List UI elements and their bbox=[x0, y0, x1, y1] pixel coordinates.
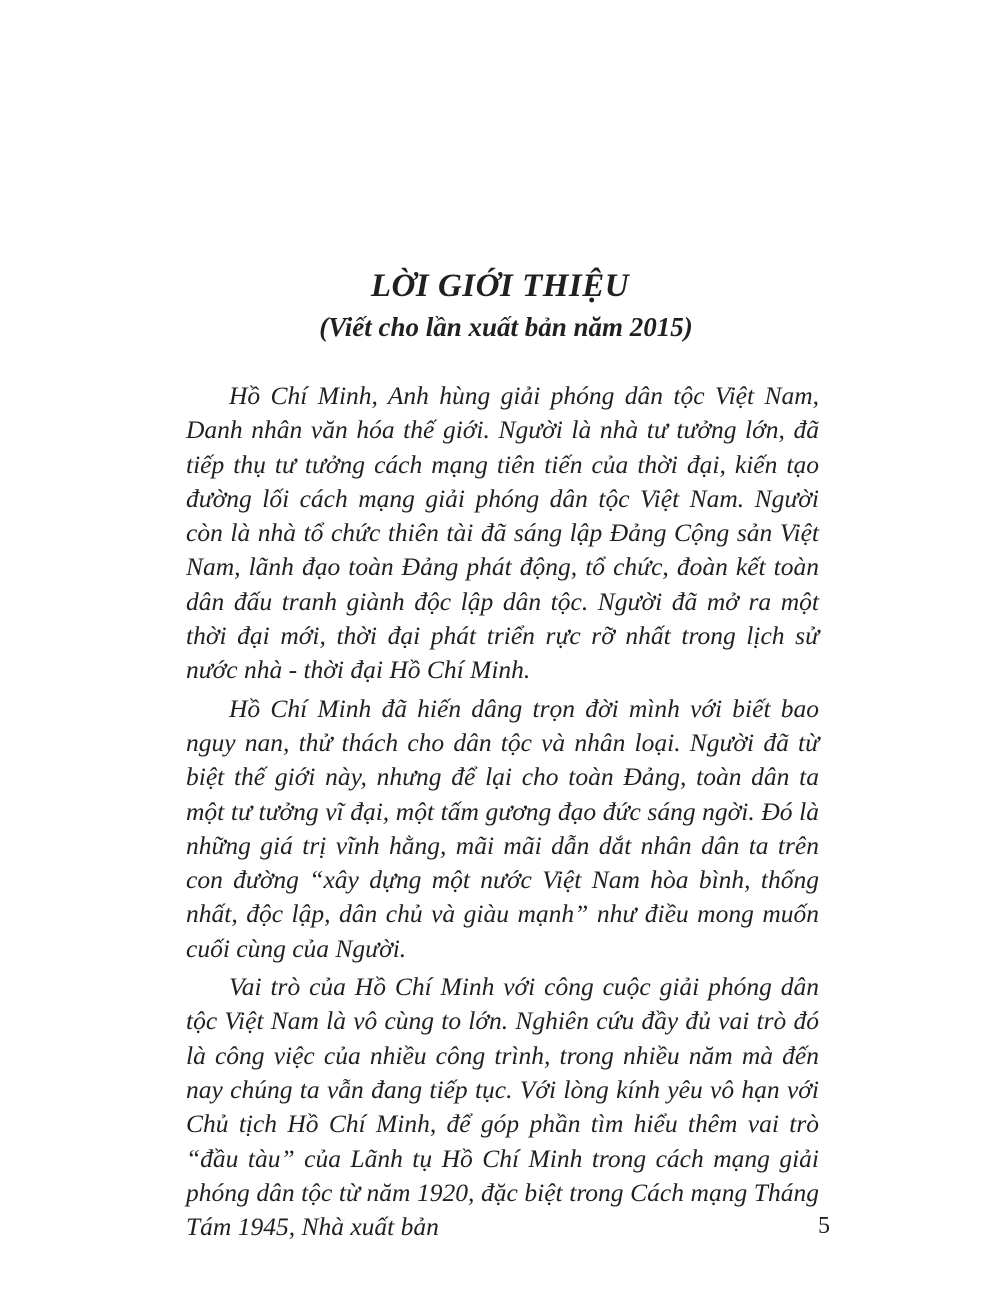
paragraph-3: Vai trò của Hồ Chí Minh với công cuộc giải phóng dân tộc Việt Nam là vô cùng to lớn. Nghiên cứu đầy đủ vai trò đó là công việc của nhiều công trình, trong nhiều năm mà đến nay chúng ta vẫn đang tiếp tục. Với lòng kính yêu vô hạn với Chủ tịch Hồ Chí Minh, để góp phần tìm hiểu thêm vai trò “đầu tàu” của Lãnh tụ Hồ Chí Minh trong cách mạng giải phóng dân tộc từ năm 1920, đặc biệt trong Cách mạng Tháng Tám 1945, Nhà xuất bản bbox=[186, 972, 819, 1242]
page-subtitle: (Viết cho lần xuất bản năm 2015) bbox=[319, 312, 693, 342]
page-number: 5 bbox=[818, 1213, 830, 1239]
page-title: LỜI GIỚI THIỆU bbox=[370, 268, 630, 304]
paragraph-2: Hồ Chí Minh đã hiến dâng trọn đời mình với biết bao nguy nan, thử thách cho dân tộc và nhân loại. Người đã từ biệt thế giới này, nhưng để lại cho toàn Đảng, toàn dân ta một tư tưởng vĩ đại, một tấm gương đạo đức sáng ngời. Đó là những giá trị vĩnh hằng, mãi mãi dẫn dắt nhân dân ta trên con đường “xây dựng một nước Việt Nam hòa bình, thống nhất, độc lập, dân chủ và giàu mạnh” như điều mong muốn cuối cùng của Người. bbox=[186, 693, 819, 963]
body-text bbox=[186, 379, 819, 1244]
paragraph-1: Hồ Chí Minh, Anh hùng giải phóng dân tộc Việt Nam, Danh nhân văn hóa thế giới. Người là nhà tư tưởng lớn, đã tiếp thụ tư tưởng cách mạng tiên tiến của thời đại, kiến tạo đường lối cách mạng giải phóng dân tộc Việt Nam. Người còn là nhà tổ chức thiên tài đã sáng lập Đảng Cộng sản Việt Nam, lãnh đạo toàn Đảng phát động, tổ chức, đoàn kết toàn dân đấu tranh giành độc lập dân tộc. Người đã mở ra một thời đại mới, thời đại phát triển rực rỡ nhất trong lịch sử nước nhà - thời đại Hồ Chí Minh. bbox=[186, 381, 819, 685]
